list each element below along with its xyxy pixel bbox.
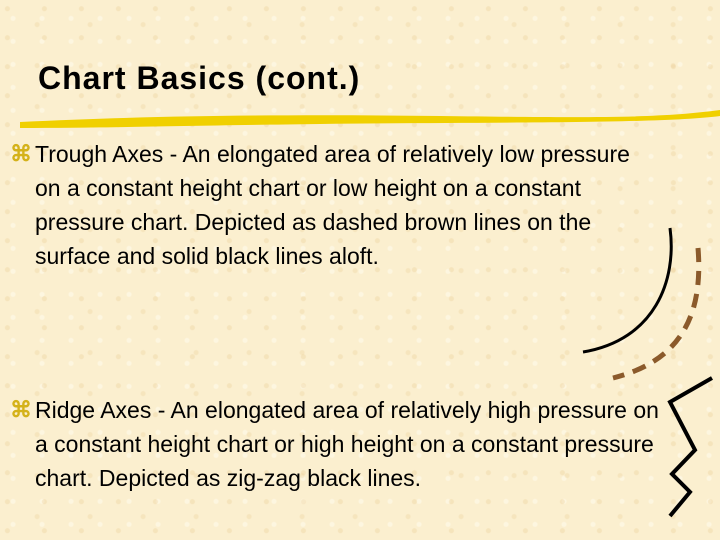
trough-surface-line (613, 248, 699, 378)
trough-aloft-line (583, 228, 671, 352)
ridge-axes-illustration (650, 372, 720, 522)
bullet-marker-icon: ⌘ (10, 397, 32, 422)
bullet-ridge-axes (10, 393, 660, 495)
trough-axes-illustration (575, 220, 720, 385)
bullet-text: Trough Axes - An elongated area of relatively low pressure on a constant height chart or low height on a constant pressure chart. Depicted as dashed brown lines on the surface and solid black lines aloft. (35, 141, 630, 269)
bullet-trough-axes (10, 137, 660, 273)
bullet-text: Ridge Axes - An elongated area of relatively high pressure on a constant height chart or high height on a constant pressure chart. Depicted as zig-zag black lines. (35, 397, 659, 491)
title-underline (20, 104, 720, 134)
bullet-marker-icon: ⌘ (10, 141, 32, 166)
slide-title: Chart Basics (cont.) (38, 60, 361, 96)
ridge-zigzag-line (670, 378, 712, 516)
